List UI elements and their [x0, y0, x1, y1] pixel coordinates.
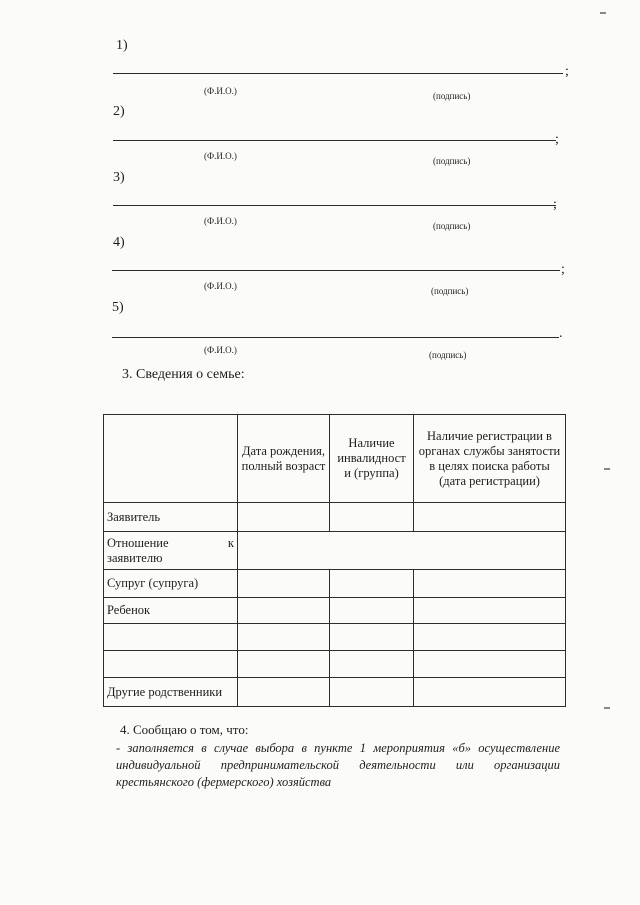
cell-empty-2-birth[interactable] [238, 651, 330, 678]
cell-relation-merged[interactable] [238, 532, 566, 570]
row-label-child: Ребенок [104, 598, 238, 624]
cell-empty-1-disability[interactable] [330, 624, 414, 651]
signature-caption-3: (подпись) [433, 221, 471, 231]
cell-child-birth[interactable] [238, 598, 330, 624]
row-label-empty-2[interactable] [104, 651, 238, 678]
row-label-relation [104, 532, 238, 570]
cell-spouse-birth[interactable] [238, 570, 330, 598]
section4-heading: 4. Сообщаю о том, что: [120, 722, 249, 737]
signature-caption-5: (подпись) [429, 350, 467, 360]
cell-spouse-registration[interactable] [414, 570, 566, 598]
scan-mark-2 [604, 468, 610, 470]
scan-mark-3 [604, 707, 610, 709]
cell-child-registration[interactable] [414, 598, 566, 624]
signature-line-end-1: ; [565, 64, 569, 79]
header-employment-registration: Наличие регистрации в органах службы занятости в целях поиска работы (дата регистрации) [414, 415, 566, 503]
header-cell-empty [104, 415, 238, 503]
row-label-other: Другие родственники [104, 678, 238, 707]
cell-other-registration[interactable] [414, 678, 566, 707]
cell-other-birth[interactable] [238, 678, 330, 707]
table-row-empty-1 [104, 624, 566, 651]
fio-caption-1: (Ф.И.О.) [204, 86, 237, 96]
signature-line-end-5: . [559, 326, 563, 341]
signature-line-end-3: ; [553, 197, 557, 212]
signature-line-2[interactable] [113, 140, 556, 141]
cell-empty-1-birth[interactable] [238, 624, 330, 651]
relation-word: Отношение [107, 535, 169, 550]
signature-line-5[interactable] [112, 337, 559, 338]
relation-tail: заявителю [107, 550, 163, 565]
table-row-relation [104, 532, 566, 570]
fio-caption-5: (Ф.И.О.) [204, 345, 237, 355]
row-label-empty-1[interactable] [104, 624, 238, 651]
header-birth-date: Дата рождения, полный возраст [238, 415, 330, 503]
family-section-heading: 3. Сведения о семье: [122, 367, 245, 382]
signature-number-1: 1) [116, 38, 128, 53]
cell-applicant-disability[interactable] [330, 503, 414, 532]
cell-empty-1-registration[interactable] [414, 624, 566, 651]
signature-line-1[interactable] [113, 73, 563, 74]
fio-caption-3: (Ф.И.О.) [204, 216, 237, 226]
signature-caption-4: (подпись) [431, 286, 469, 296]
fio-caption-4: (Ф.И.О.) [204, 281, 237, 291]
signature-number-3: 3) [113, 170, 125, 185]
signature-line-end-4: ; [561, 262, 565, 277]
cell-empty-2-disability[interactable] [330, 651, 414, 678]
cell-child-disability[interactable] [330, 598, 414, 624]
signature-number-2: 2) [113, 104, 125, 119]
table-row-other [104, 678, 566, 707]
family-table [103, 414, 566, 707]
cell-other-disability[interactable] [330, 678, 414, 707]
header-disability: Наличие инвалидност и (группа) [330, 415, 414, 503]
table-row-spouse [104, 570, 566, 598]
cell-applicant-registration[interactable] [414, 503, 566, 532]
table-header-row [104, 415, 566, 503]
cell-applicant-birth[interactable] [238, 503, 330, 532]
signature-line-end-2: ; [555, 132, 559, 147]
signature-caption-2: (подпись) [433, 156, 471, 166]
signature-line-4[interactable] [112, 270, 560, 271]
signature-number-4: 4) [113, 235, 125, 250]
row-label-spouse: Супруг (супруга) [104, 570, 238, 598]
table-row-child [104, 598, 566, 624]
table-row-empty-2 [104, 651, 566, 678]
relation-k: к [227, 536, 234, 550]
fio-caption-2: (Ф.И.О.) [204, 151, 237, 161]
section4-note: - заполняется в случае выбора в пункте 1 мероприятия «б» осуществление индивидуальной предпринимательской деятельности или организации крестьянского (фермерского) хозяйства [116, 741, 560, 789]
scan-mark-1 [600, 12, 606, 14]
cell-empty-2-registration[interactable] [414, 651, 566, 678]
table-row-applicant [104, 503, 566, 532]
signature-number-5: 5) [112, 300, 124, 315]
cell-spouse-disability[interactable] [330, 570, 414, 598]
row-label-applicant: Заявитель [104, 503, 238, 532]
signature-line-3[interactable] [113, 205, 556, 206]
signature-caption-1: (подпись) [433, 91, 471, 101]
